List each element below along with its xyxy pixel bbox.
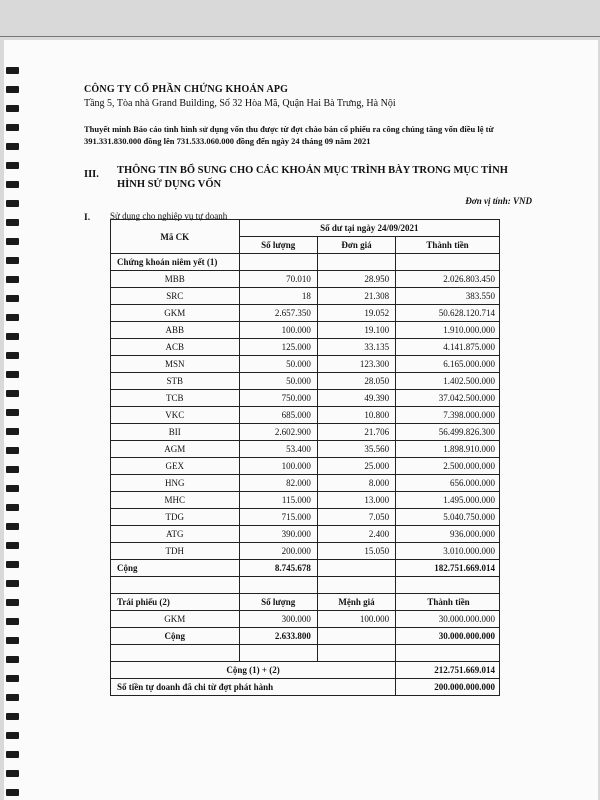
spent-row bbox=[111, 679, 500, 696]
stock-code: ABB bbox=[111, 322, 240, 339]
stock-row-vkc bbox=[111, 407, 500, 424]
stock-price: 13.000 bbox=[317, 492, 395, 509]
stock-price: 21.308 bbox=[317, 288, 395, 305]
stock-price: 25.000 bbox=[317, 458, 395, 475]
col-header-amount: Thành tiền bbox=[396, 237, 500, 254]
bond-amount: 30.000.000.000 bbox=[396, 611, 500, 628]
bonds-col-qty: Số lượng bbox=[239, 594, 317, 611]
punch-hole bbox=[6, 789, 19, 796]
stock-price: 10.800 bbox=[317, 407, 395, 424]
punch-hole bbox=[6, 504, 19, 511]
punch-hole bbox=[6, 675, 19, 682]
stock-row-atg bbox=[111, 526, 500, 543]
punch-hole bbox=[6, 656, 19, 663]
stock-price: 28.050 bbox=[317, 373, 395, 390]
bonds-header-row bbox=[111, 594, 500, 611]
stock-qty: 125.000 bbox=[239, 339, 317, 356]
stock-row-bii bbox=[111, 424, 500, 441]
punch-hole bbox=[6, 105, 19, 112]
stock-row-mhc bbox=[111, 492, 500, 509]
stock-row-src bbox=[111, 288, 500, 305]
stock-code: TDH bbox=[111, 543, 240, 560]
stocks-group-row bbox=[111, 254, 500, 271]
punch-hole bbox=[6, 124, 19, 131]
stock-qty: 2.602.900 bbox=[239, 424, 317, 441]
stock-row-stb bbox=[111, 373, 500, 390]
stock-amount: 1.402.500.000 bbox=[396, 373, 500, 390]
stock-qty: 750.000 bbox=[239, 390, 317, 407]
stock-amount: 1.910.000.000 bbox=[396, 322, 500, 339]
stock-code: BII bbox=[111, 424, 240, 441]
punch-hole bbox=[6, 371, 19, 378]
stock-price: 35.560 bbox=[317, 441, 395, 458]
stock-price: 2.400 bbox=[317, 526, 395, 543]
stock-row-tcb bbox=[111, 390, 500, 407]
company-name: CÔNG TY CỔ PHẦN CHỨNG KHOÁN APG bbox=[84, 84, 289, 95]
report-note-line-2: 391.331.830.000 đồng lên 731.533.060.000 đồng đến ngày 24 tháng 09 năm 2021 bbox=[84, 136, 371, 146]
stock-qty: 685.000 bbox=[239, 407, 317, 424]
col-header-qty: Số lượng bbox=[239, 237, 317, 254]
stock-price: 8.000 bbox=[317, 475, 395, 492]
punch-hole bbox=[6, 447, 19, 454]
punch-hole bbox=[6, 276, 19, 283]
stock-row-hng bbox=[111, 475, 500, 492]
punch-hole bbox=[6, 561, 19, 568]
bond-row bbox=[111, 611, 500, 628]
stock-amount: 56.499.826.300 bbox=[396, 424, 500, 441]
punch-hole bbox=[6, 257, 19, 264]
bond-face-value: 100.000 bbox=[317, 611, 395, 628]
stocks-total-qty: 8.745.678 bbox=[239, 560, 317, 577]
stock-price: 49.390 bbox=[317, 390, 395, 407]
punch-hole bbox=[6, 238, 19, 245]
stock-amount: 1.495.000.000 bbox=[396, 492, 500, 509]
col-header-balance: Số dư tại ngày 24/09/2021 bbox=[239, 220, 499, 237]
stock-amount: 2.026.803.450 bbox=[396, 271, 500, 288]
grand-total-amount: 212.751.669.014 bbox=[396, 662, 500, 679]
punch-hole bbox=[6, 67, 19, 74]
report-note bbox=[84, 123, 554, 147]
punch-hole bbox=[6, 694, 19, 701]
punch-hole bbox=[6, 713, 19, 720]
stock-amount: 3.010.000.000 bbox=[396, 543, 500, 560]
col-header-price: Đơn giá bbox=[317, 237, 395, 254]
stocks-total-row bbox=[111, 560, 500, 577]
punch-hole bbox=[6, 352, 19, 359]
stock-qty: 50.000 bbox=[239, 356, 317, 373]
stock-code: TDG bbox=[111, 509, 240, 526]
stock-row-msn bbox=[111, 356, 500, 373]
punch-hole bbox=[6, 523, 19, 530]
punch-hole bbox=[6, 409, 19, 416]
stock-amount: 50.628.120.714 bbox=[396, 305, 500, 322]
bond-code: GKM bbox=[111, 611, 240, 628]
securities-table bbox=[110, 219, 500, 696]
stock-code: MHC bbox=[111, 492, 240, 509]
stock-qty: 18 bbox=[239, 288, 317, 305]
stock-price: 28.950 bbox=[317, 271, 395, 288]
stock-amount: 936.000.000 bbox=[396, 526, 500, 543]
stock-row-gex bbox=[111, 458, 500, 475]
stock-code: TCB bbox=[111, 390, 240, 407]
stock-qty: 715.000 bbox=[239, 509, 317, 526]
punch-hole bbox=[6, 162, 19, 169]
stock-amount: 37.042.500.000 bbox=[396, 390, 500, 407]
stock-qty: 100.000 bbox=[239, 458, 317, 475]
stock-price: 19.100 bbox=[317, 322, 395, 339]
section-1-title: Sử dụng cho nghiệp vụ tự doanh bbox=[110, 211, 228, 221]
punch-hole bbox=[6, 200, 19, 207]
punch-hole bbox=[6, 295, 19, 302]
stock-code: MSN bbox=[111, 356, 240, 373]
stock-price: 33.135 bbox=[317, 339, 395, 356]
stock-amount: 383.550 bbox=[396, 288, 500, 305]
section-3-number: III. bbox=[84, 169, 99, 180]
punch-hole bbox=[6, 542, 19, 549]
punch-hole bbox=[6, 314, 19, 321]
punch-hole bbox=[6, 770, 19, 777]
stock-price: 15.050 bbox=[317, 543, 395, 560]
stock-price: 19.052 bbox=[317, 305, 395, 322]
stock-qty: 70.010 bbox=[239, 271, 317, 288]
spacer-row bbox=[111, 577, 500, 594]
stocks-total-label: Cộng bbox=[111, 560, 240, 577]
bonds-total-row bbox=[111, 628, 500, 645]
bonds-group-label: Trái phiếu (2) bbox=[111, 594, 240, 611]
stock-code: GKM bbox=[111, 305, 240, 322]
punch-hole bbox=[6, 618, 19, 625]
bonds-total-qty: 2.633.800 bbox=[239, 628, 317, 645]
bonds-total-amount: 30.000.000.000 bbox=[396, 628, 500, 645]
stock-qty: 200.000 bbox=[239, 543, 317, 560]
punch-hole bbox=[6, 637, 19, 644]
punch-hole bbox=[6, 390, 19, 397]
stocks-total-amount: 182.751.669.014 bbox=[396, 560, 500, 577]
stock-qty: 390.000 bbox=[239, 526, 317, 543]
stock-code: AGM bbox=[111, 441, 240, 458]
punch-hole bbox=[6, 219, 19, 226]
currency-unit: Đơn vị tính: VND bbox=[465, 196, 532, 206]
scan-top-edge bbox=[0, 36, 600, 37]
punch-hole bbox=[6, 333, 19, 340]
bonds-total-label: Cộng bbox=[111, 628, 240, 645]
stock-amount: 6.165.000.000 bbox=[396, 356, 500, 373]
stock-price: 21.706 bbox=[317, 424, 395, 441]
stock-amount: 7.398.000.000 bbox=[396, 407, 500, 424]
punch-hole bbox=[6, 580, 19, 587]
spacer-row bbox=[111, 645, 500, 662]
section-1-number: I. bbox=[84, 213, 91, 223]
stock-qty: 2.657.350 bbox=[239, 305, 317, 322]
stock-qty: 100.000 bbox=[239, 322, 317, 339]
punch-hole bbox=[6, 751, 19, 758]
stock-code: SRC bbox=[111, 288, 240, 305]
spent-amount: 200.000.000.000 bbox=[396, 679, 500, 696]
stock-code: GEX bbox=[111, 458, 240, 475]
table-header-row bbox=[111, 220, 500, 237]
stock-qty: 53.400 bbox=[239, 441, 317, 458]
stocks-group-label: Chứng khoán niêm yết (1) bbox=[111, 254, 240, 271]
stock-qty: 82.000 bbox=[239, 475, 317, 492]
stock-price: 123.300 bbox=[317, 356, 395, 373]
section-3-title: THÔNG TIN BỔ SUNG CHO CÁC KHOẢN MỤC TRÌNH BÀY TRONG MỤC TÌNH HÌNH SỬ DỤNG VỐN bbox=[117, 165, 508, 190]
punch-hole bbox=[6, 428, 19, 435]
company-address: Tầng 5, Tòa nhà Grand Building, Số 32 Hòa Mã, Quận Hai Bà Trưng, Hà Nội bbox=[84, 98, 396, 109]
punch-hole bbox=[6, 485, 19, 492]
stock-code: HNG bbox=[111, 475, 240, 492]
punch-hole bbox=[6, 466, 19, 473]
bond-qty: 300.000 bbox=[239, 611, 317, 628]
punch-hole bbox=[6, 86, 19, 93]
stock-amount: 5.040.750.000 bbox=[396, 509, 500, 526]
col-header-code: Mã CK bbox=[111, 220, 240, 254]
stock-qty: 115.000 bbox=[239, 492, 317, 509]
grand-total-row bbox=[111, 662, 500, 679]
punch-hole bbox=[6, 599, 19, 606]
punch-hole bbox=[6, 181, 19, 188]
bonds-col-face: Mệnh giá bbox=[317, 594, 395, 611]
stock-row-agm bbox=[111, 441, 500, 458]
grand-total-label: Cộng (1) + (2) bbox=[111, 662, 396, 679]
stock-amount: 656.000.000 bbox=[396, 475, 500, 492]
stock-amount: 2.500.000.000 bbox=[396, 458, 500, 475]
stock-qty: 50.000 bbox=[239, 373, 317, 390]
stock-row-gkm bbox=[111, 305, 500, 322]
stock-code: MBB bbox=[111, 271, 240, 288]
punch-hole bbox=[6, 732, 19, 739]
stock-row-mbb bbox=[111, 271, 500, 288]
stock-row-acb bbox=[111, 339, 500, 356]
stock-code: ATG bbox=[111, 526, 240, 543]
document-header bbox=[84, 84, 396, 109]
stock-code: ACB bbox=[111, 339, 240, 356]
punch-hole bbox=[6, 143, 19, 150]
spent-label: Số tiền tự doanh đã chi từ đợt phát hành bbox=[111, 679, 396, 696]
stock-row-abb bbox=[111, 322, 500, 339]
stock-amount: 4.141.875.000 bbox=[396, 339, 500, 356]
report-note-line-1: Thuyết minh Báo cáo tình hình sử dụng vốn thu được từ đợt chào bán cổ phiếu ra công chúng tăng vốn điều lệ từ bbox=[84, 124, 494, 134]
stock-row-tdh bbox=[111, 543, 500, 560]
stock-row-tdg bbox=[111, 509, 500, 526]
stock-code: VKC bbox=[111, 407, 240, 424]
stock-code: STB bbox=[111, 373, 240, 390]
stock-price: 7.050 bbox=[317, 509, 395, 526]
bonds-col-amount: Thành tiền bbox=[396, 594, 500, 611]
stock-amount: 1.898.910.000 bbox=[396, 441, 500, 458]
